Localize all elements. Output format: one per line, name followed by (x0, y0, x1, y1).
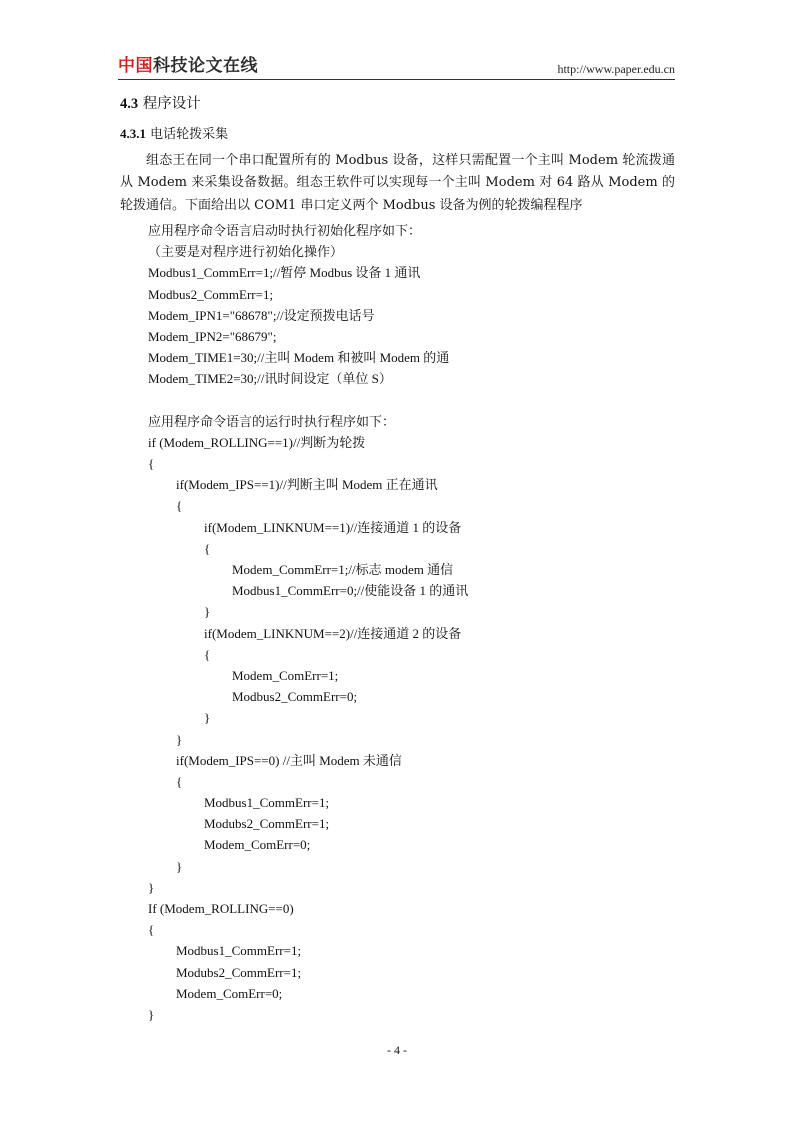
subsection-number: 4.3.1 (120, 126, 146, 141)
code-line: Modbus2_CommErr=1; (148, 286, 274, 302)
code-line: } (204, 710, 211, 726)
code-line: Modem_ComErr=0; (176, 985, 283, 1001)
code-line: { (176, 498, 183, 514)
code-line: { (176, 773, 183, 789)
logo-red-text: 中国 (118, 56, 153, 76)
code-line: Modem_IPN2="68679"; (148, 328, 277, 344)
section-heading (120, 94, 201, 114)
code-line: if (Modem_ROLLING==1)//判断为轮拨 (148, 434, 366, 450)
code-line: { (148, 922, 155, 938)
code-line: Modubs2_CommErr=1; (204, 816, 330, 832)
code-line: } (148, 879, 155, 895)
code-line: Modem_IPN1="68678";//设定预拨电话号 (148, 307, 375, 323)
code-line: Modbus1_CommErr=1; (204, 795, 330, 811)
page-header (118, 54, 675, 80)
code-line: Modubs2_CommErr=1; (176, 964, 302, 980)
code-line: { (204, 540, 211, 556)
code-line: if(Modem_LINKNUM==2)//连接通道 2 的设备 (204, 625, 462, 641)
subsection-heading (120, 125, 228, 144)
code-line: if(Modem_LINKNUM==1)//连接通道 1 的设备 (204, 519, 462, 535)
code-line: If (Modem_ROLLING==0) (148, 901, 294, 916)
code-line: if(Modem_IPS==0) //主叫 Modem 未通信 (176, 752, 402, 768)
program-listing (120, 220, 675, 1025)
code-line: 应用程序命令语言启动时执行初始化程序如下： (148, 223, 422, 238)
code-line: Modem_TIME2=30;//讯时间设定（单位 S） (148, 371, 392, 387)
code-line: if(Modem_IPS==1)//判断主叫 Modem 正在通讯 (176, 477, 438, 493)
code-line: （主要是对程序进行初始化操作） (148, 244, 344, 260)
paragraph-text: 组态王在同一个串口配置所有的 Modbus 设备，这样只需配置一个主叫 Modem 轮流拨通从 Modem 来采集设备数据。组态王软件可以实现每一个主叫 Modem 对 64 路从 Modem 的轮拨通信。下面给出以 COM1 串口定义两个 Modbus 设备为例的轮拨编程程序 (120, 153, 675, 213)
code-line: Modbus2_CommErr=0; (232, 689, 358, 705)
code-line: Modem_CommErr=1;//标志 modem 通信 (232, 562, 454, 577)
code-line: Modbus1_CommErr=1; (176, 943, 302, 959)
code-line: Modbus1_CommErr=0;//使能设备 1 的通讯 (232, 583, 469, 599)
code-line: Modem_ComErr=0; (204, 837, 311, 853)
code-line: } (176, 858, 183, 874)
code-line (120, 390, 675, 411)
code-line: } (176, 731, 183, 747)
subsection-title: 电话轮拨采集 (150, 127, 229, 142)
page-number: - 4 - (387, 1043, 407, 1057)
header-url: http://www.paper.edu.cn (557, 62, 675, 76)
code-line: { (204, 646, 211, 662)
section-title: 程序设计 (142, 96, 201, 112)
code-line: Modem_TIME1=30;//主叫 Modem 和被叫 Modem 的通 (148, 350, 450, 366)
code-line: Modbus1_CommErr=1;//暂停 Modbus 设备 1 通讯 (148, 265, 421, 281)
site-logo (118, 54, 258, 78)
section-number: 4.3 (120, 96, 139, 112)
code-line: 应用程序命令语言的运行时执行程序如下： (148, 413, 396, 429)
header-rule (118, 79, 675, 80)
body-paragraph (120, 150, 675, 217)
logo-text: 科技论文在线 (153, 56, 258, 76)
code-line: { (148, 456, 155, 472)
code-line: Modem_ComErr=1; (232, 667, 339, 683)
code-line: } (148, 1006, 155, 1022)
code-line: } (204, 604, 211, 620)
